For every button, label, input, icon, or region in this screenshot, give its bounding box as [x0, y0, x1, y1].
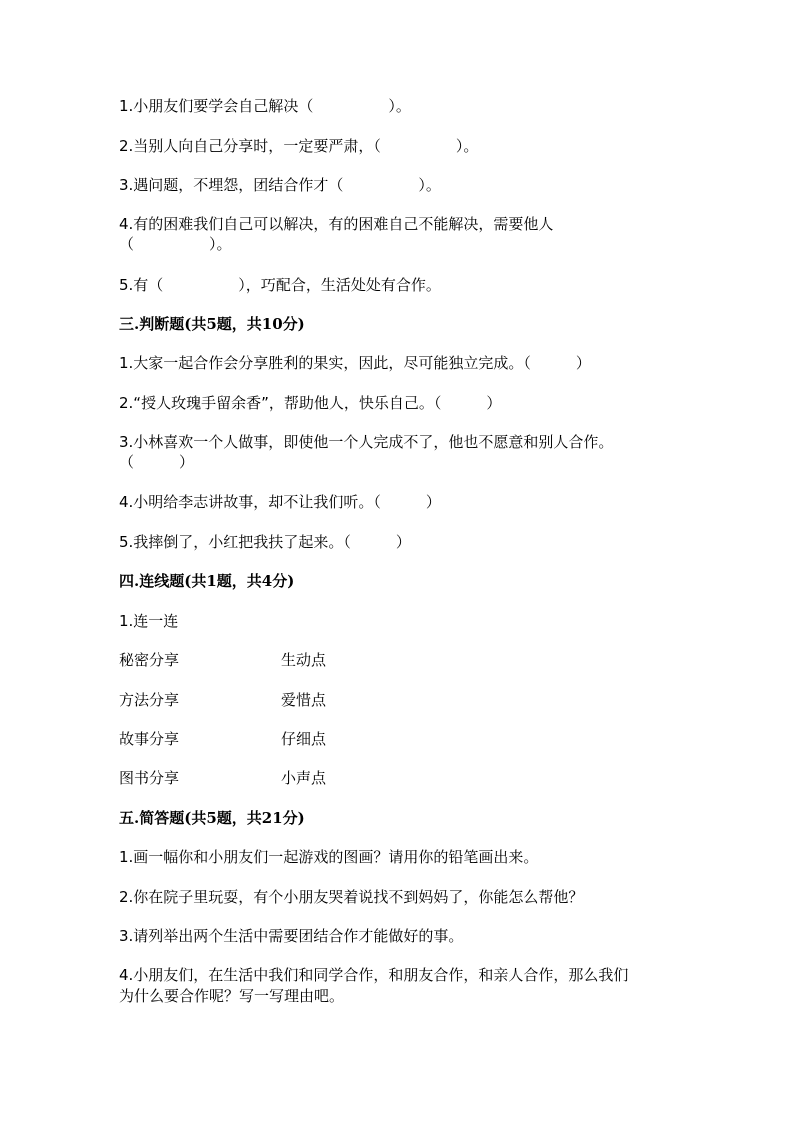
short-answer-q2: 2.你在院子里玩耍，有个小朋友哭着说找不到妈妈了，你能怎么帮他？ — [119, 888, 584, 906]
fill-blank-q1: 1.小朋友们要学会自己解决（ ）。 — [119, 97, 411, 115]
matching-heading: 四.连线题(共1题，共4分) — [119, 572, 295, 590]
fill-blank-q3: 3.遇问题，不埋怨，团结合作才（ ）。 — [119, 176, 441, 194]
judge-q5: 5.我摔倒了，小红把我扶了起来。（ ） — [119, 533, 411, 551]
matching-right-item: 爱惜点 — [281, 691, 327, 709]
matching-left-item: 方法分享 — [119, 691, 180, 709]
matching-left-item: 秘密分享 — [119, 651, 180, 669]
matching-q1: 1.连一连 — [119, 612, 179, 630]
judge-q3-line1: 3.小林喜欢一个人做事，即使他一个人完成不了，他也不愿意和别人合作。 — [119, 433, 614, 451]
judge-q2: 2.“授人玫瑰手留余香”，帮助他人，快乐自己。（ ） — [119, 394, 502, 412]
matching-right-item: 小声点 — [281, 769, 327, 787]
short-answer-q3: 3.请列举出两个生活中需要团结合作才能做好的事。 — [119, 927, 464, 945]
judge-q1: 1.大家一起合作会分享胜利的果实，因此，尽可能独立完成。（ ） — [119, 354, 591, 372]
short-answer-q4-line1: 4.小朋友们，在生活中我们和同学合作，和朋友合作，和亲人合作，那么我们 — [119, 966, 629, 984]
judge-heading: 三.判断题(共5题，共10分) — [119, 315, 305, 333]
short-answer-q4-line2: 为什么要合作呢？写一写理由吧。 — [119, 987, 345, 1005]
fill-blank-q5: 5.有（ ），巧配合，生活处处有合作。 — [119, 276, 441, 294]
matching-right-item: 仔细点 — [281, 730, 327, 748]
short-answer-heading: 五.简答题(共5题，共21分) — [119, 809, 305, 827]
judge-q3-line2: （ ） — [119, 453, 195, 471]
short-answer-q1: 1.画一幅你和小朋友们一起游戏的图画？请用你的铅笔画出来。 — [119, 848, 539, 866]
judge-q4: 4.小明给李志讲故事，却不让我们听。（ ） — [119, 493, 441, 511]
fill-blank-q2: 2.当别人向自己分享时，一定要严肃，（ ）。 — [119, 137, 479, 155]
matching-left-item: 故事分享 — [119, 730, 180, 748]
matching-left-item: 图书分享 — [119, 769, 180, 787]
fill-blank-q4-line1: 4.有的困难我们自己可以解决，有的困难自己不能解决，需要他人 — [119, 215, 554, 233]
matching-right-item: 生动点 — [281, 651, 327, 669]
fill-blank-q4-line2: （ ）。 — [119, 235, 232, 253]
